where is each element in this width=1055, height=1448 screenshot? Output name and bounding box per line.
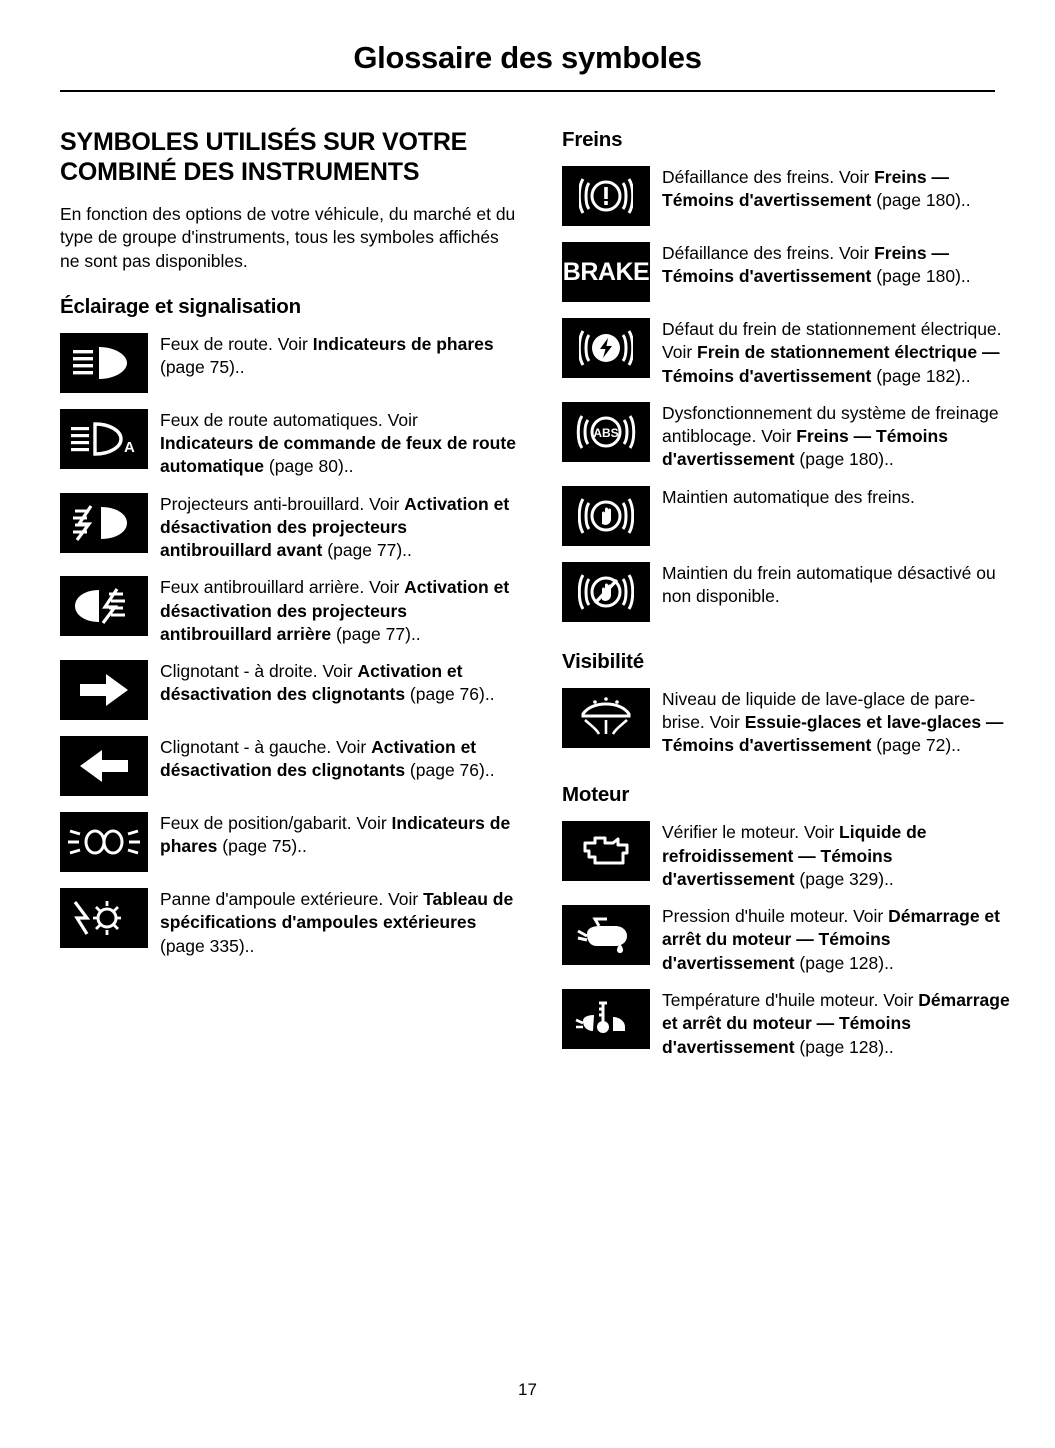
entry-text: Maintien du frein automatique désactivé ou non disponible. (662, 562, 996, 606)
entry-text: Projecteurs anti-brouillard. Voir Activation et désactivation des projecteurs antibrouillard avant (page 77).. (160, 493, 510, 561)
position-lamp-icon (60, 812, 148, 872)
entry-text: Température d'huile moteur. Voir Démarrage et arrêt du moteur — Témoins d'avertissement (page 128).. (662, 989, 1010, 1057)
entry-text: Feux de route. Voir Indicateurs de phares (page 75).. (160, 333, 494, 378)
turn-signal-right-icon (60, 660, 148, 720)
entry-text: Niveau de liquide de lave-glace de pare-brise. Voir Essuie-glaces et lave-glaces — Témoins d'avertissement (page 72).. (662, 688, 1004, 756)
two-column-body (60, 128, 1010, 1073)
svg-text:A: A (124, 438, 135, 456)
bulb-failure-icon (60, 888, 148, 948)
oil-temperature-icon (562, 989, 650, 1049)
auto-high-beam-icon (60, 409, 148, 469)
rear-fog-lamp-icon (60, 576, 148, 636)
entry-text: Défaillance des freins. Voir Freins — Témoins d'avertissement (page 180).. (662, 167, 971, 211)
entry-text: Maintien automatique des freins. (662, 486, 915, 507)
entry-text: Feux de position/gabarit. Voir Indicateurs de phares (page 75).. (160, 813, 511, 857)
glossary-entry (60, 333, 516, 395)
entry-text: Dysfonctionnement du système de freinage antiblocage. Voir Freins — Témoins d'avertissement (page 180).. (662, 402, 999, 470)
check-engine-icon (562, 821, 650, 881)
entry-text: Vérifier le moteur. Voir Liquide de refroidissement — Témoins d'avertissement (page 329).. (662, 822, 927, 889)
left-column (60, 128, 516, 1073)
intro-paragraph: En fonction des options de votre véhicule, du marché et du type de groupe d'instruments, tous les symboles affichés ne sont pas disponibles. (60, 204, 516, 271)
brake-text-label: BRAKE (562, 257, 650, 286)
glossary-entry (60, 493, 516, 563)
entry-text: Pression d'huile moteur. Voir Démarrage et arrêt du moteur — Témoins d'avertissement (page 128).. (662, 906, 1000, 973)
high-beam-icon (60, 333, 148, 393)
section-title: SYMBOLES UTILISÉS SUR VOTRE COMBINÉ DES INSTRUMENTS (60, 128, 468, 186)
brake-text-icon (562, 242, 650, 302)
subsection-engine: Moteur (562, 783, 630, 807)
glossary-entry (562, 242, 1018, 304)
turn-signal-left-icon (60, 736, 148, 796)
glossary-entry (562, 166, 1018, 228)
brake-warning-icon (562, 166, 650, 226)
right-column (562, 128, 1018, 1073)
subsection-visibility: Visibilité (562, 649, 644, 673)
glossary-entry (562, 989, 1018, 1059)
svg-text:ABS: ABS (593, 425, 619, 440)
auto-hold-icon (562, 486, 650, 546)
entry-text: Clignotant - à gauche. Voir Activation et désactivation des clignotants (page 76).. (160, 737, 495, 781)
front-fog-lamp-icon (60, 493, 148, 553)
glossary-entry (60, 736, 516, 798)
glossary-entry (562, 562, 1018, 624)
entry-text: Défaut du frein de stationnement électrique. Voir Frein de stationnement électrique — Témoins d'avertissement (page 182).. (662, 319, 1002, 386)
auto-hold-off-icon (562, 562, 650, 622)
oil-pressure-icon (562, 905, 650, 965)
subsection-brakes: Freins (562, 128, 623, 151)
glossary-entry (562, 821, 1018, 891)
glossary-entry (562, 486, 1018, 548)
entry-text: Feux antibrouillard arrière. Voir Activation et désactivation des projecteurs antibrouillard arrière (page 77).. (160, 577, 510, 644)
glossary-entry (562, 402, 1018, 472)
washer-fluid-icon (562, 688, 650, 748)
abs-icon (562, 402, 650, 462)
electric-parking-brake-icon (562, 318, 650, 378)
glossary-entry (562, 905, 1018, 975)
entry-text: Défaillance des freins. Voir Freins — Témoins d'avertissement (page 180).. (662, 243, 971, 287)
page-title: Glossaire des symboles (60, 40, 995, 92)
entry-text: Feux de route automatiques. Voir Indicateurs de commande de feux de route automatique (page 80).. (160, 409, 516, 477)
page-number: 17 (518, 1380, 537, 1399)
glossary-entry (562, 688, 1018, 758)
glossary-entry (562, 318, 1018, 388)
glossary-entry (60, 888, 516, 958)
glossary-entry (60, 812, 516, 874)
entry-text: Clignotant - à droite. Voir Activation et désactivation des clignotants (page 76).. (160, 661, 495, 705)
glossary-entry (60, 576, 516, 646)
subsection-lighting: Éclairage et signalisation (60, 294, 301, 318)
glossary-entry (60, 660, 516, 722)
entry-text: Panne d'ampoule extérieure. Voir Tableau de spécifications d'ampoules extérieures (page 335).. (160, 889, 514, 956)
glossary-entry (60, 409, 516, 479)
